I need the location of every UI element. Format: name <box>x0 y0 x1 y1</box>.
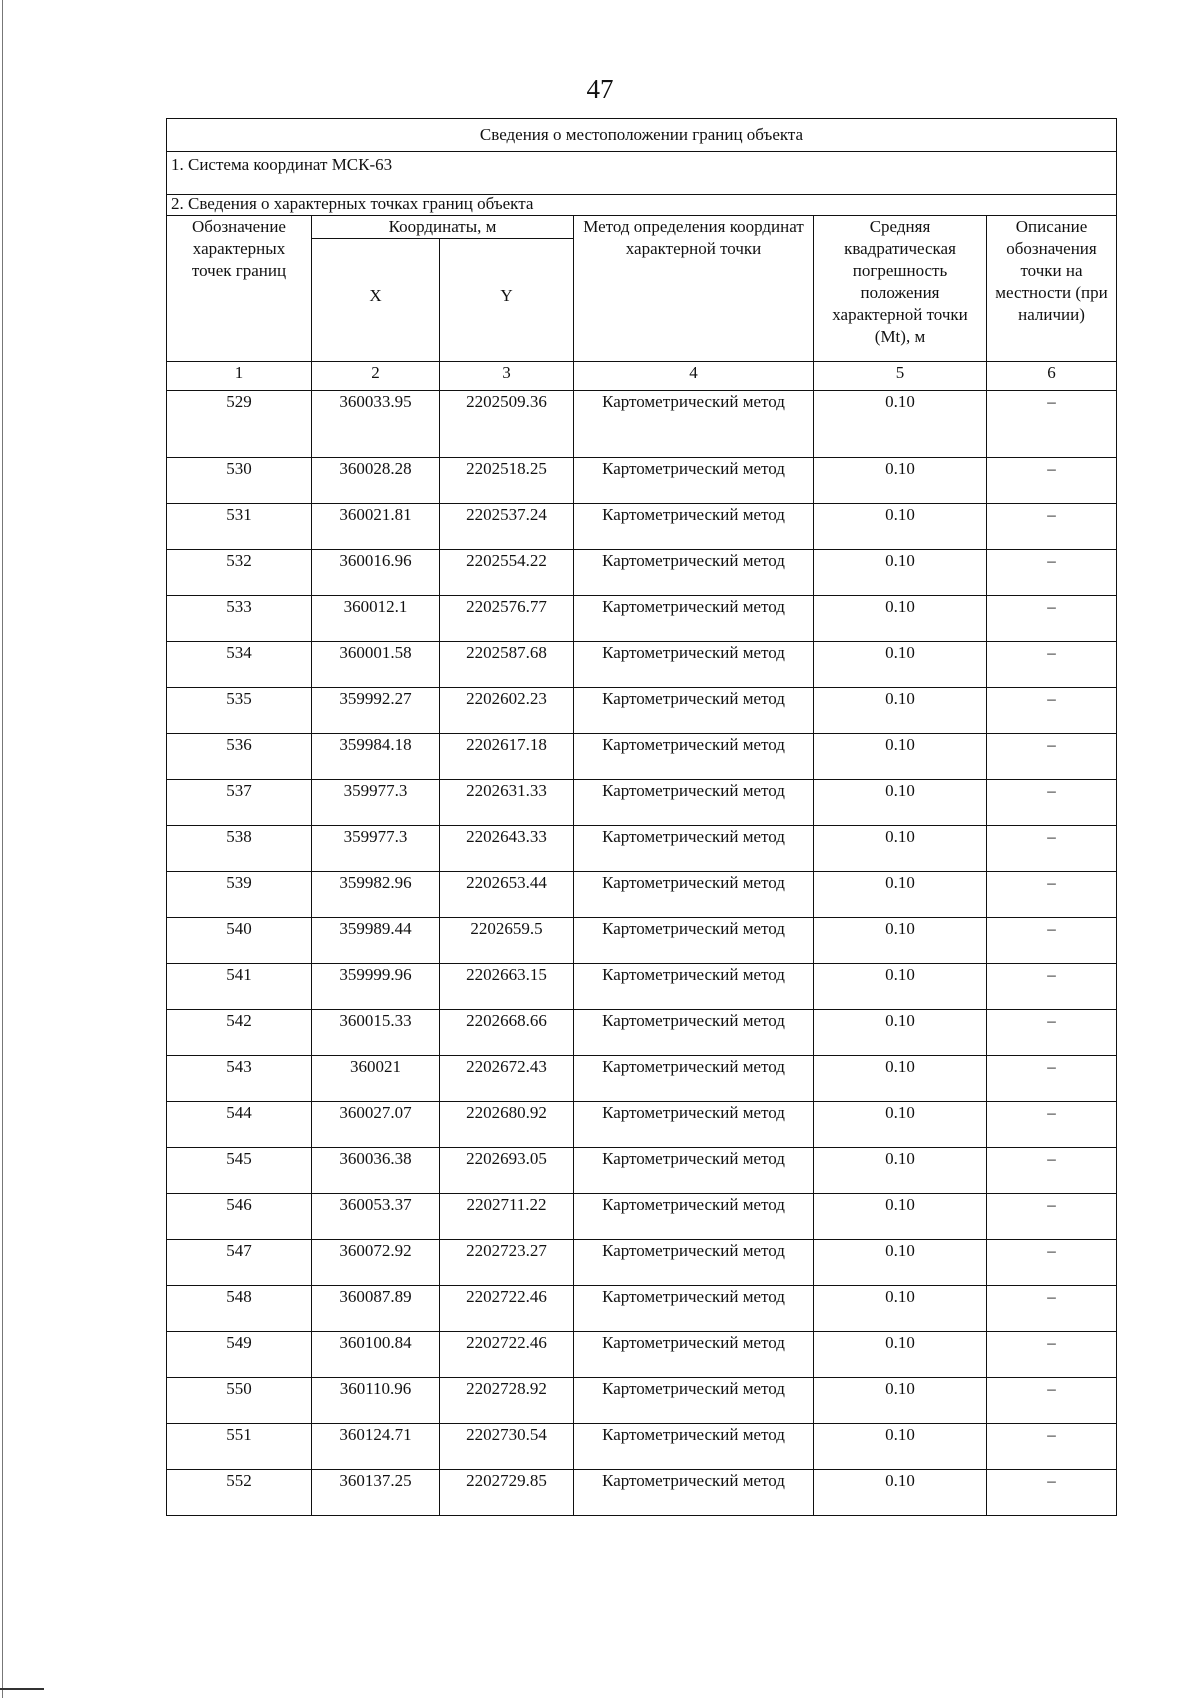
table-row <box>167 504 1117 550</box>
point-id-cell: 535 <box>167 688 312 734</box>
error-cell: 0.10 <box>814 1102 987 1148</box>
error-cell: 0.10 <box>814 688 987 734</box>
y-coord-cell: 2202631.33 <box>440 780 574 826</box>
method-cell: Картометрический метод <box>574 918 814 964</box>
y-coord-cell: 2202730.54 <box>440 1424 574 1470</box>
column-number: 1 <box>167 362 312 391</box>
error-cell: 0.10 <box>814 1056 987 1102</box>
header-point-designation: Обозначение характерных точек границ <box>167 216 312 362</box>
description-cell: – <box>987 1056 1117 1102</box>
x-coord-cell: 360001.58 <box>312 642 440 688</box>
method-cell: Картометрический метод <box>574 1240 814 1286</box>
header-y <box>440 239 574 362</box>
point-id-cell: 539 <box>167 872 312 918</box>
method-cell: Картометрический метод <box>574 391 814 458</box>
method-cell: Картометрический метод <box>574 964 814 1010</box>
x-coord-cell: 360012.1 <box>312 596 440 642</box>
header-x <box>312 239 440 362</box>
header-description: Описание обозначения точки на местности (при наличии) <box>987 216 1117 362</box>
x-coord-cell: 359977.3 <box>312 826 440 872</box>
x-coord-cell: 360021 <box>312 1056 440 1102</box>
y-coord-cell: 2202518.25 <box>440 458 574 504</box>
error-cell: 0.10 <box>814 780 987 826</box>
y-coord-cell: 2202672.43 <box>440 1056 574 1102</box>
method-cell: Картометрический метод <box>574 1148 814 1194</box>
error-cell: 0.10 <box>814 964 987 1010</box>
error-cell: 0.10 <box>814 826 987 872</box>
description-cell: – <box>987 1240 1117 1286</box>
point-id-cell: 547 <box>167 1240 312 1286</box>
point-id-cell: 532 <box>167 550 312 596</box>
method-cell: Картометрический метод <box>574 688 814 734</box>
section-title-row <box>167 195 1117 216</box>
method-cell: Картометрический метод <box>574 1056 814 1102</box>
point-id-cell: 544 <box>167 1102 312 1148</box>
error-cell: 0.10 <box>814 550 987 596</box>
column-number: 3 <box>440 362 574 391</box>
y-coord-cell: 2202576.77 <box>440 596 574 642</box>
header-coordinates: Координаты, м <box>312 216 574 239</box>
y-coord-cell: 2202537.24 <box>440 504 574 550</box>
error-cell: 0.10 <box>814 1194 987 1240</box>
point-id-cell: 533 <box>167 596 312 642</box>
description-cell: – <box>987 1470 1117 1516</box>
method-cell: Картометрический метод <box>574 596 814 642</box>
method-cell: Картометрический метод <box>574 504 814 550</box>
method-cell: Картометрический метод <box>574 550 814 596</box>
description-cell: – <box>987 642 1117 688</box>
table-row <box>167 688 1117 734</box>
table-row <box>167 1332 1117 1378</box>
y-coord-cell: 2202587.68 <box>440 642 574 688</box>
point-id-cell: 545 <box>167 1148 312 1194</box>
description-cell: – <box>987 596 1117 642</box>
x-coord-cell: 360072.92 <box>312 1240 440 1286</box>
coord-system: 1. Система координат МСК-63 <box>167 152 1117 195</box>
method-cell: Картометрический метод <box>574 1332 814 1378</box>
description-cell: – <box>987 1286 1117 1332</box>
table-row <box>167 1424 1117 1470</box>
method-cell: Картометрический метод <box>574 1470 814 1516</box>
y-coord-cell: 2202722.46 <box>440 1332 574 1378</box>
y-coord-cell: 2202693.05 <box>440 1148 574 1194</box>
error-cell: 0.10 <box>814 596 987 642</box>
point-id-cell: 536 <box>167 734 312 780</box>
point-id-cell: 530 <box>167 458 312 504</box>
description-cell: – <box>987 964 1117 1010</box>
error-cell: 0.10 <box>814 872 987 918</box>
method-cell: Картометрический метод <box>574 1378 814 1424</box>
corner-mark <box>0 1688 44 1690</box>
y-coord-cell: 2202668.66 <box>440 1010 574 1056</box>
x-coord-cell: 360137.25 <box>312 1470 440 1516</box>
y-coord-cell: 2202554.22 <box>440 550 574 596</box>
x-coord-cell: 360033.95 <box>312 391 440 458</box>
table-row <box>167 1286 1117 1332</box>
error-cell: 0.10 <box>814 1148 987 1194</box>
coord-system-row <box>167 152 1117 195</box>
description-cell: – <box>987 826 1117 872</box>
method-cell: Картометрический метод <box>574 1424 814 1470</box>
point-id-cell: 549 <box>167 1332 312 1378</box>
method-cell: Картометрический метод <box>574 1194 814 1240</box>
error-cell: 0.10 <box>814 1332 987 1378</box>
header-row <box>167 216 1117 239</box>
method-cell: Картометрический метод <box>574 1286 814 1332</box>
description-cell: – <box>987 734 1117 780</box>
point-id-cell: 529 <box>167 391 312 458</box>
table-title-row <box>167 119 1117 152</box>
description-cell: – <box>987 872 1117 918</box>
error-cell: 0.10 <box>814 1470 987 1516</box>
table-title: Сведения о местоположении границ объекта <box>167 119 1117 152</box>
method-cell: Картометрический метод <box>574 458 814 504</box>
description-cell: – <box>987 1010 1117 1056</box>
column-number: 6 <box>987 362 1117 391</box>
table-row <box>167 1102 1117 1148</box>
y-coord-cell: 2202728.92 <box>440 1378 574 1424</box>
table-row <box>167 458 1117 504</box>
x-coord-cell: 360100.84 <box>312 1332 440 1378</box>
table-row <box>167 1240 1117 1286</box>
x-coord-cell: 359984.18 <box>312 734 440 780</box>
header-y-label: Y <box>500 286 513 305</box>
y-coord-cell: 2202617.18 <box>440 734 574 780</box>
x-coord-cell: 360016.96 <box>312 550 440 596</box>
description-cell: – <box>987 1102 1117 1148</box>
point-id-cell: 531 <box>167 504 312 550</box>
y-coord-cell: 2202643.33 <box>440 826 574 872</box>
point-id-cell: 537 <box>167 780 312 826</box>
description-cell: – <box>987 1378 1117 1424</box>
point-id-cell: 543 <box>167 1056 312 1102</box>
method-cell: Картометрический метод <box>574 872 814 918</box>
method-cell: Картометрический метод <box>574 1102 814 1148</box>
x-coord-cell: 360015.33 <box>312 1010 440 1056</box>
table-row <box>167 1470 1117 1516</box>
y-coord-cell: 2202602.23 <box>440 688 574 734</box>
y-coord-cell: 2202663.15 <box>440 964 574 1010</box>
table-row <box>167 1194 1117 1240</box>
point-id-cell: 548 <box>167 1286 312 1332</box>
page-edge-line <box>2 0 3 1698</box>
method-cell: Картометрический метод <box>574 780 814 826</box>
x-coord-cell: 360053.37 <box>312 1194 440 1240</box>
error-cell: 0.10 <box>814 458 987 504</box>
error-cell: 0.10 <box>814 1010 987 1056</box>
header-method: Метод определения координат характерной точки <box>574 216 814 362</box>
description-cell: – <box>987 391 1117 458</box>
description-cell: – <box>987 918 1117 964</box>
header-x-label: X <box>369 286 382 305</box>
method-cell: Картометрический метод <box>574 1010 814 1056</box>
error-cell: 0.10 <box>814 1378 987 1424</box>
table-row <box>167 391 1117 458</box>
table-row <box>167 550 1117 596</box>
x-coord-cell: 360110.96 <box>312 1378 440 1424</box>
error-cell: 0.10 <box>814 391 987 458</box>
x-coord-cell: 359992.27 <box>312 688 440 734</box>
description-cell: – <box>987 1424 1117 1470</box>
table-row <box>167 1010 1117 1056</box>
table-row <box>167 1378 1117 1424</box>
table-row <box>167 642 1117 688</box>
point-id-cell: 550 <box>167 1378 312 1424</box>
description-cell: – <box>987 550 1117 596</box>
table-row <box>167 964 1117 1010</box>
point-id-cell: 541 <box>167 964 312 1010</box>
method-cell: Картометрический метод <box>574 734 814 780</box>
method-cell: Картометрический метод <box>574 642 814 688</box>
column-number: 2 <box>312 362 440 391</box>
x-coord-cell: 360027.07 <box>312 1102 440 1148</box>
table-row <box>167 826 1117 872</box>
page-number: 47 <box>586 74 614 104</box>
y-coord-cell: 2202659.5 <box>440 918 574 964</box>
point-id-cell: 542 <box>167 1010 312 1056</box>
description-cell: – <box>987 688 1117 734</box>
y-coord-cell: 2202653.44 <box>440 872 574 918</box>
x-coord-cell: 359977.3 <box>312 780 440 826</box>
y-coord-cell: 2202722.46 <box>440 1286 574 1332</box>
x-coord-cell: 359989.44 <box>312 918 440 964</box>
point-id-cell: 551 <box>167 1424 312 1470</box>
error-cell: 0.10 <box>814 918 987 964</box>
table-row <box>167 780 1117 826</box>
point-id-cell: 538 <box>167 826 312 872</box>
point-id-cell: 540 <box>167 918 312 964</box>
table-row <box>167 1148 1117 1194</box>
y-coord-cell: 2202729.85 <box>440 1470 574 1516</box>
column-numbers-row <box>167 362 1117 391</box>
error-cell: 0.10 <box>814 642 987 688</box>
x-coord-cell: 359999.96 <box>312 964 440 1010</box>
point-id-cell: 534 <box>167 642 312 688</box>
description-cell: – <box>987 1194 1117 1240</box>
error-cell: 0.10 <box>814 1286 987 1332</box>
error-cell: 0.10 <box>814 734 987 780</box>
point-id-cell: 552 <box>167 1470 312 1516</box>
description-cell: – <box>987 458 1117 504</box>
y-coord-cell: 2202509.36 <box>440 391 574 458</box>
y-coord-cell: 2202680.92 <box>440 1102 574 1148</box>
header-error: Средняя квадратическая погрешность положения характерной точки (Mt), м <box>814 216 987 362</box>
description-cell: – <box>987 780 1117 826</box>
point-id-cell: 546 <box>167 1194 312 1240</box>
error-cell: 0.10 <box>814 1240 987 1286</box>
y-coord-cell: 2202723.27 <box>440 1240 574 1286</box>
description-cell: – <box>987 1332 1117 1378</box>
x-coord-cell: 360124.71 <box>312 1424 440 1470</box>
table-row <box>167 918 1117 964</box>
x-coord-cell: 360087.89 <box>312 1286 440 1332</box>
table-row <box>167 596 1117 642</box>
column-number: 4 <box>574 362 814 391</box>
table-row <box>167 1056 1117 1102</box>
x-coord-cell: 359982.96 <box>312 872 440 918</box>
x-coord-cell: 360021.81 <box>312 504 440 550</box>
description-cell: – <box>987 504 1117 550</box>
boundary-points-table <box>166 118 1117 1516</box>
description-cell: – <box>987 1148 1117 1194</box>
error-cell: 0.10 <box>814 504 987 550</box>
table-row <box>167 734 1117 780</box>
x-coord-cell: 360036.38 <box>312 1148 440 1194</box>
method-cell: Картометрический метод <box>574 826 814 872</box>
column-number: 5 <box>814 362 987 391</box>
y-coord-cell: 2202711.22 <box>440 1194 574 1240</box>
error-cell: 0.10 <box>814 1424 987 1470</box>
section-title: 2. Сведения о характерных точках границ объекта <box>167 195 1117 216</box>
x-coord-cell: 360028.28 <box>312 458 440 504</box>
table-row <box>167 872 1117 918</box>
